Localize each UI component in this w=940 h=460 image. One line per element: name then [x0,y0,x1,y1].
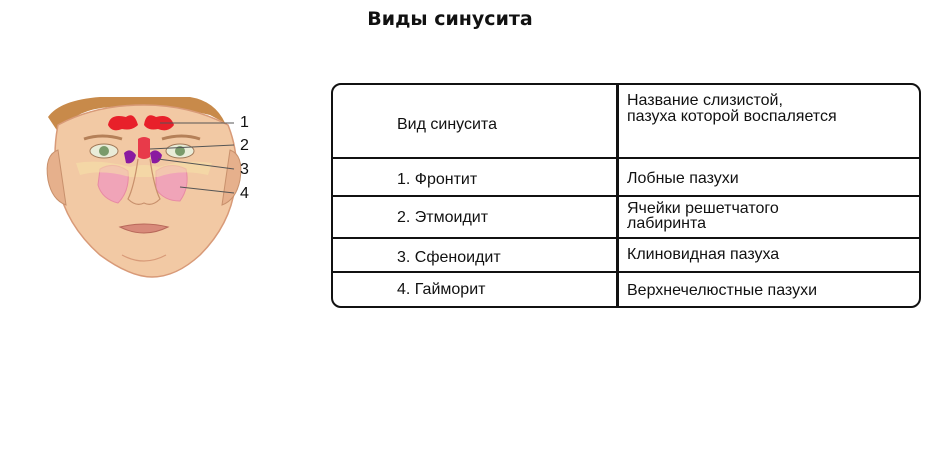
row-sinus: Верхнечелюстные пазухи [627,282,818,299]
row-type: 2. Этмоидит [397,209,489,226]
ethmoid-sinus [138,137,150,159]
table-row [333,159,919,197]
table-header-row [333,85,919,159]
header-sinus-line1: Название слизистой, [627,92,783,109]
callout-label-2: 2 [240,137,249,154]
sinus-face-illustration [40,95,270,280]
row-sinus: Лобные пазухи [627,170,739,187]
header-sinus-line2: пазуха которой воспаляется [627,108,837,125]
row-sinus-line2: лабиринта [627,215,707,232]
row-type: 3. Сфеноидит [397,249,501,266]
table-row [333,273,919,306]
row-type: 1. Фронтит [397,171,478,188]
left-iris [99,146,109,156]
row-type: 4. Гайморит [397,281,486,298]
page-title: Виды синусита [367,8,533,30]
callout-label-4: 4 [240,185,249,202]
callout-label-3: 3 [240,161,249,178]
row-sinus-line1: Ячейки решетчатого [627,200,779,217]
header-sinus [627,93,837,125]
table-row [333,197,919,239]
table-row [333,239,919,273]
row-sinus: Клиновидная пазуха [627,246,780,263]
row-sinus [627,201,779,231]
header-type: Вид синусита [397,116,497,133]
sinusitis-table [331,83,921,308]
face-skin [55,105,236,277]
face-drawing [40,95,270,280]
callout-label-1: 1 [240,114,249,131]
